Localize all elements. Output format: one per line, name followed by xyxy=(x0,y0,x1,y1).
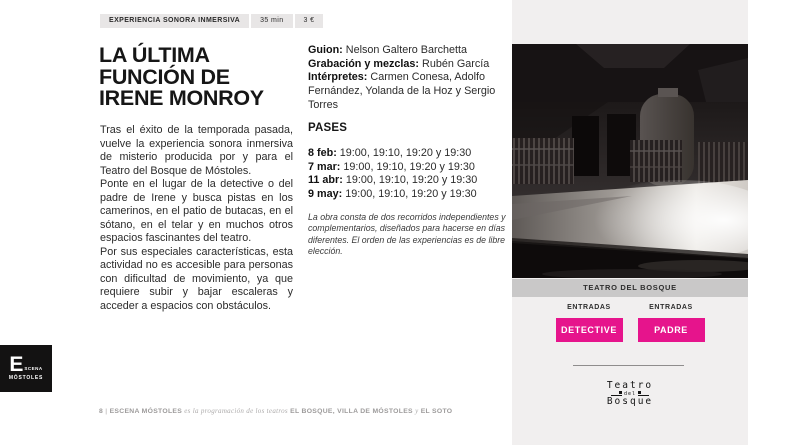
tdb-logo-del: del xyxy=(512,391,748,397)
divider-line xyxy=(573,365,684,366)
credits-block xyxy=(308,44,506,113)
footer-page-number: 8 xyxy=(99,408,104,415)
logo-ornament-icon xyxy=(611,392,622,396)
event-type-tag: EXPERIENCIA SONORA INMERSIVA xyxy=(100,14,249,28)
entradas-label: ENTRADAS xyxy=(649,304,693,311)
credit-label: Grabación y mezclas: xyxy=(308,57,420,70)
credit-value: Nelson Galtero Barchetta xyxy=(345,44,468,56)
session-date: 7 mar: xyxy=(308,160,341,173)
session-date: 8 feb: xyxy=(308,147,337,159)
session-date: 11 abr: xyxy=(308,174,343,187)
credit-value: Rubén García xyxy=(422,57,490,70)
credit-label: Guion: xyxy=(308,44,343,56)
entradas-label: ENTRADAS xyxy=(567,304,611,311)
title-line-1: LA ÚLTIMA xyxy=(99,43,210,67)
logo-ornament-icon xyxy=(638,392,649,396)
footer-tagline: es la programación de los teatros xyxy=(184,407,288,415)
session-date: 9 may: xyxy=(308,188,343,201)
tdb-logo-teatro: Teatro xyxy=(606,380,654,391)
session-times: 19:00, 19:10, 19:20 y 19:30 xyxy=(339,147,472,159)
session-times: 19:00, 19:10, 19:20 y 19:30 xyxy=(345,188,477,201)
description-text xyxy=(100,124,293,313)
stage-photo xyxy=(512,44,748,278)
title-line-2: FUNCIÓN DE xyxy=(99,64,230,89)
credit-value: Carmen Conesa, Adolfo Fernández, Yolanda de la Hoz y Sergio Torres xyxy=(308,71,496,111)
price-tag: 3 € xyxy=(295,14,324,28)
venue-panel xyxy=(512,0,748,445)
footer-brand: ESCENA MÓSTOLES xyxy=(109,408,183,415)
session-times: 19:00, 19:10, 19:20 y 19:30 xyxy=(343,160,475,173)
venue-name-bar: TEATRO DEL BOSQUE xyxy=(512,279,748,297)
logo-initial: E xyxy=(9,353,24,376)
pases-heading: PASES xyxy=(308,122,348,134)
title-line-3: IRENE MONROY xyxy=(99,86,264,110)
duration-tag: 35 min xyxy=(251,14,292,28)
footer-line xyxy=(99,407,452,415)
tickets-row xyxy=(512,304,748,342)
event-tag-row xyxy=(100,14,323,28)
description-paragraph: Por sus especiales características, esta actividad no es accesible para personas con dificultad de movimiento, ya que requiere subir y bajar escaleras y acceder a espacios con obstáculos. xyxy=(100,245,293,312)
credit-label: Intérpretes: xyxy=(308,71,368,84)
pases-list xyxy=(308,147,508,202)
note-text: La obra consta de dos recorridos independientes y complementarios, diseñados para hacerse en días diferentes. El orden de las experiencias es de libre elección. xyxy=(308,212,506,257)
footer-conjunction: y xyxy=(415,407,419,415)
footer-separator: | xyxy=(105,408,108,415)
ticket-group-padre xyxy=(638,304,705,342)
logo-top-row xyxy=(9,353,43,376)
padre-tickets-button[interactable]: PADRE xyxy=(638,318,705,342)
logo-scena-text: SCENA xyxy=(24,366,43,371)
footer-last-theater: EL SOTO xyxy=(420,408,453,415)
tdb-logo-bosque: Bosque xyxy=(606,396,654,407)
footer-theaters: EL BOSQUE, VILLA DE MÓSTOLES xyxy=(290,408,413,415)
session-times: 19:00, 19:10, 19:20 y 19:30 xyxy=(345,174,478,187)
teatro-del-bosque-logo xyxy=(512,381,748,407)
description-paragraph: Ponte en el lugar de la detective o del padre de Irene y busca pistas en los camerinos, en el patio de butacas, en el sótano, en el telar y en muchos otros espacios fascinantes del teatro. xyxy=(100,178,293,244)
description-paragraph: Tras el éxito de la temporada pasada, vuelve la experiencia sonora inmersiva de misterio producida por y para el Teatro del Bosque de Móstoles. xyxy=(100,124,293,177)
escena-mostoles-logo xyxy=(0,345,52,392)
page-title xyxy=(99,45,264,110)
detective-tickets-button[interactable]: DETECTIVE xyxy=(556,318,623,342)
ticket-group-detective xyxy=(556,304,623,342)
logo-city-text: MÓSTOLES xyxy=(8,375,44,381)
